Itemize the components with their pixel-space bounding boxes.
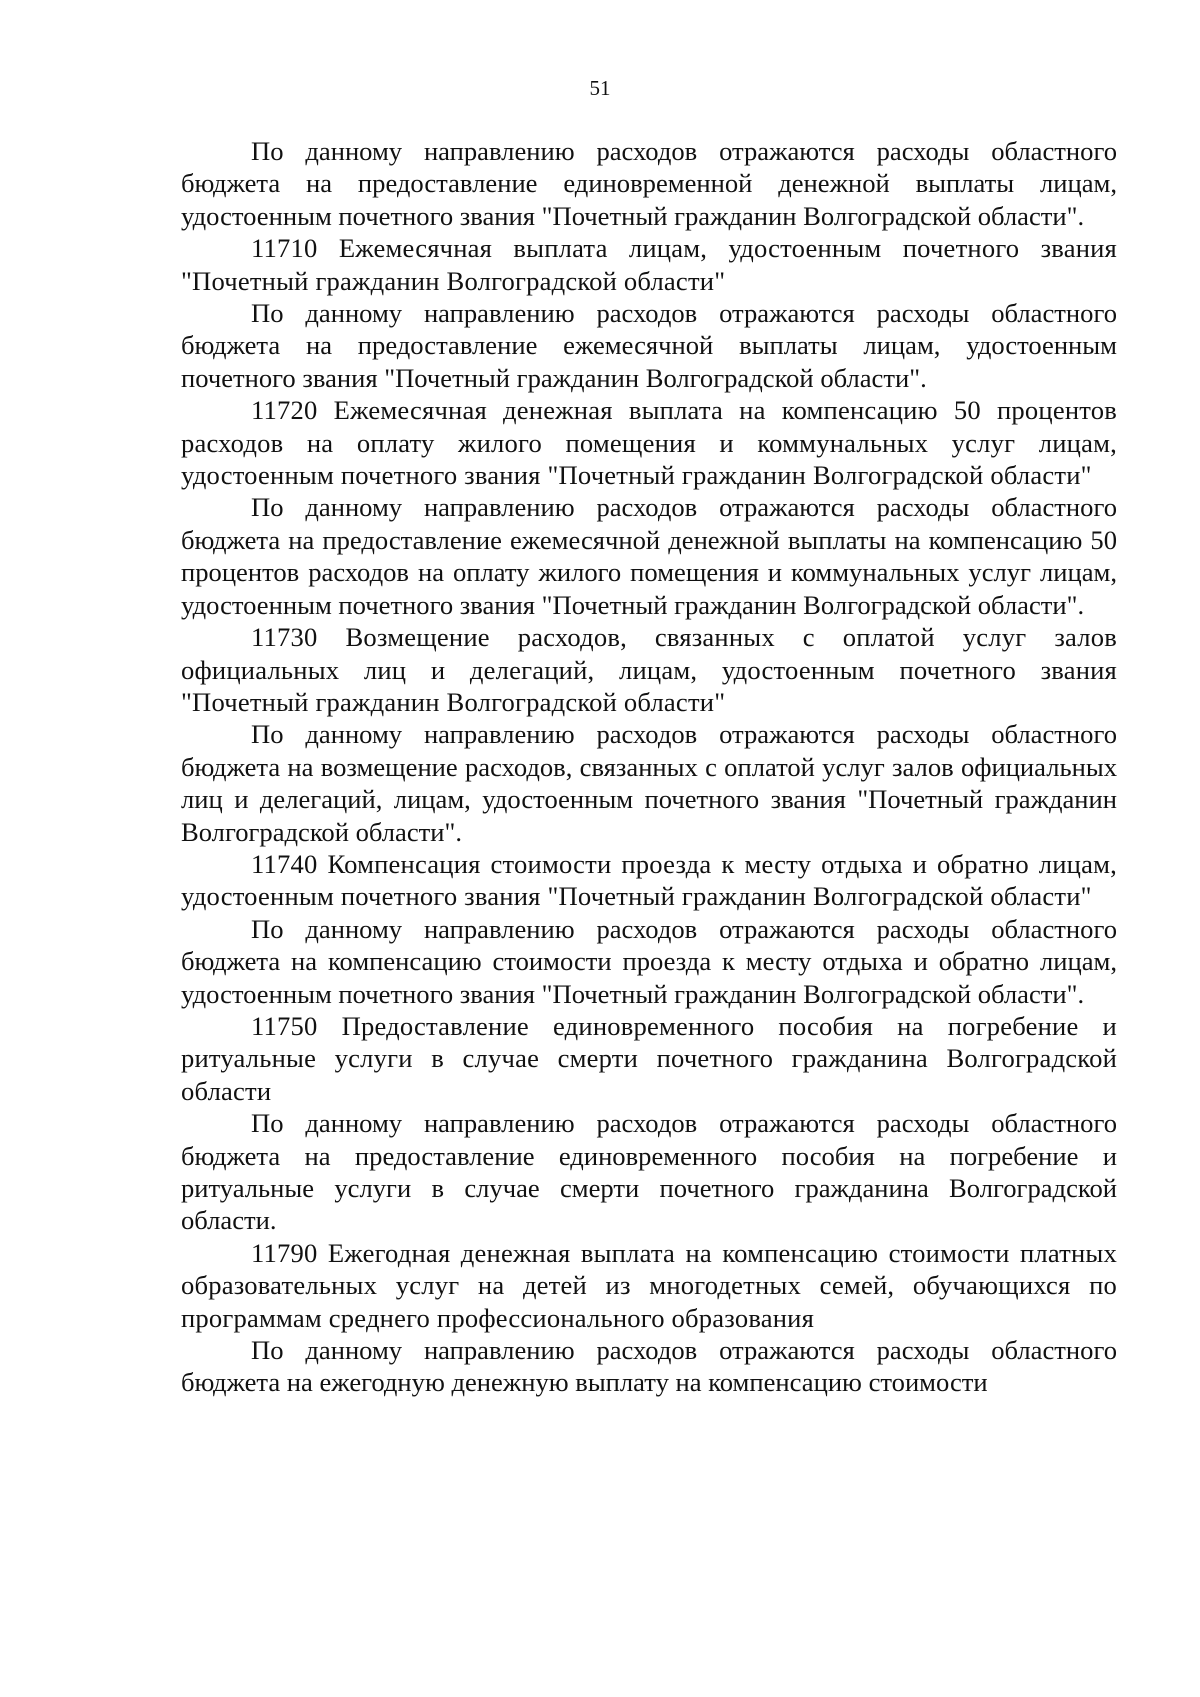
expense-code-heading: 11740 Компенсация стоимости проезда к месту отдыха и обратно лицам, удостоенным почетного звания "Почетный гражданин Волгоградской области" xyxy=(181,848,1117,912)
expense-code-heading: 11790 Ежегодная денежная выплата на компенсацию стоимости платных образовательных услуг на детей из многодетных семей, обучающихся по программам среднего профессионального образования xyxy=(181,1237,1117,1333)
expense-code-heading: 11710 Ежемесячная выплата лицам, удостоенным почетного звания "Почетный гражданин Волгоградской области" xyxy=(181,233,1117,296)
expense-code-heading: 11750 Предоставление единовременного пособия на погребение и ритуальные услуги в случае смерти почетного гражданина Волгоградской области xyxy=(181,1010,1117,1106)
expense-description: По данному направлению расходов отражаются расходы областного бюджета на предоставление ежемесячной денежной выплаты на компенсацию 50 процентов расходов на оплату жилого помещения и коммунальных услуг лицам, удостоенным почетного звания "Почетный гражданин Волгоградской области". xyxy=(181,492,1117,620)
expense-description: По данному направлению расходов отражаются расходы областного бюджета на возмещение расходов, связанных с оплатой услуг залов официальных лиц и делегаций, лицам, удостоенным почетного звания "Почетный гражданин Волгоградской области". xyxy=(181,719,1117,847)
expense-code-heading: 11720 Ежемесячная денежная выплата на компенсацию 50 процентов расходов на оплату жилого помещения и коммунальных услуг лицам, удостоенным почетного звания "Почетный гражданин Волгоградской области" xyxy=(181,395,1117,491)
expense-description: По данному направлению расходов отражаются расходы областного бюджета на предоставление ежемесячной выплаты лицам, удостоенным почетного звания "Почетный гражданин Волгоградской области". xyxy=(181,298,1117,393)
document-body xyxy=(181,135,1117,1399)
expense-description: По данному направлению расходов отражаются расходы областного бюджета на предоставление единовременной денежной выплаты лицам, удостоенным почетного звания "Почетный гражданин Волгоградской области". xyxy=(181,136,1117,231)
expense-description: По данному направлению расходов отражаются расходы областного бюджета на предоставление единовременного пособия на погребение и ритуальные услуги в случае смерти почетного гражданина Волгоградской области. xyxy=(181,1108,1117,1236)
page-number: 51 xyxy=(589,76,611,100)
expense-description: По данному направлению расходов отражаются расходы областного бюджета на компенсацию стоимости проезда к месту отдыха и обратно лицам, удостоенным почетного звания "Почетный гражданин Волгоградской области". xyxy=(181,913,1117,1009)
expense-description: По данному направлению расходов отражаются расходы областного бюджета на ежегодную денежную выплату на компенсацию стоимости xyxy=(181,1335,1117,1398)
expense-code-heading: 11730 Возмещение расходов, связанных с оплатой услуг залов официальных лиц и делегаций, лицам, удостоенным почетного звания "Почетный гражданин Волгоградской области" xyxy=(181,622,1117,717)
